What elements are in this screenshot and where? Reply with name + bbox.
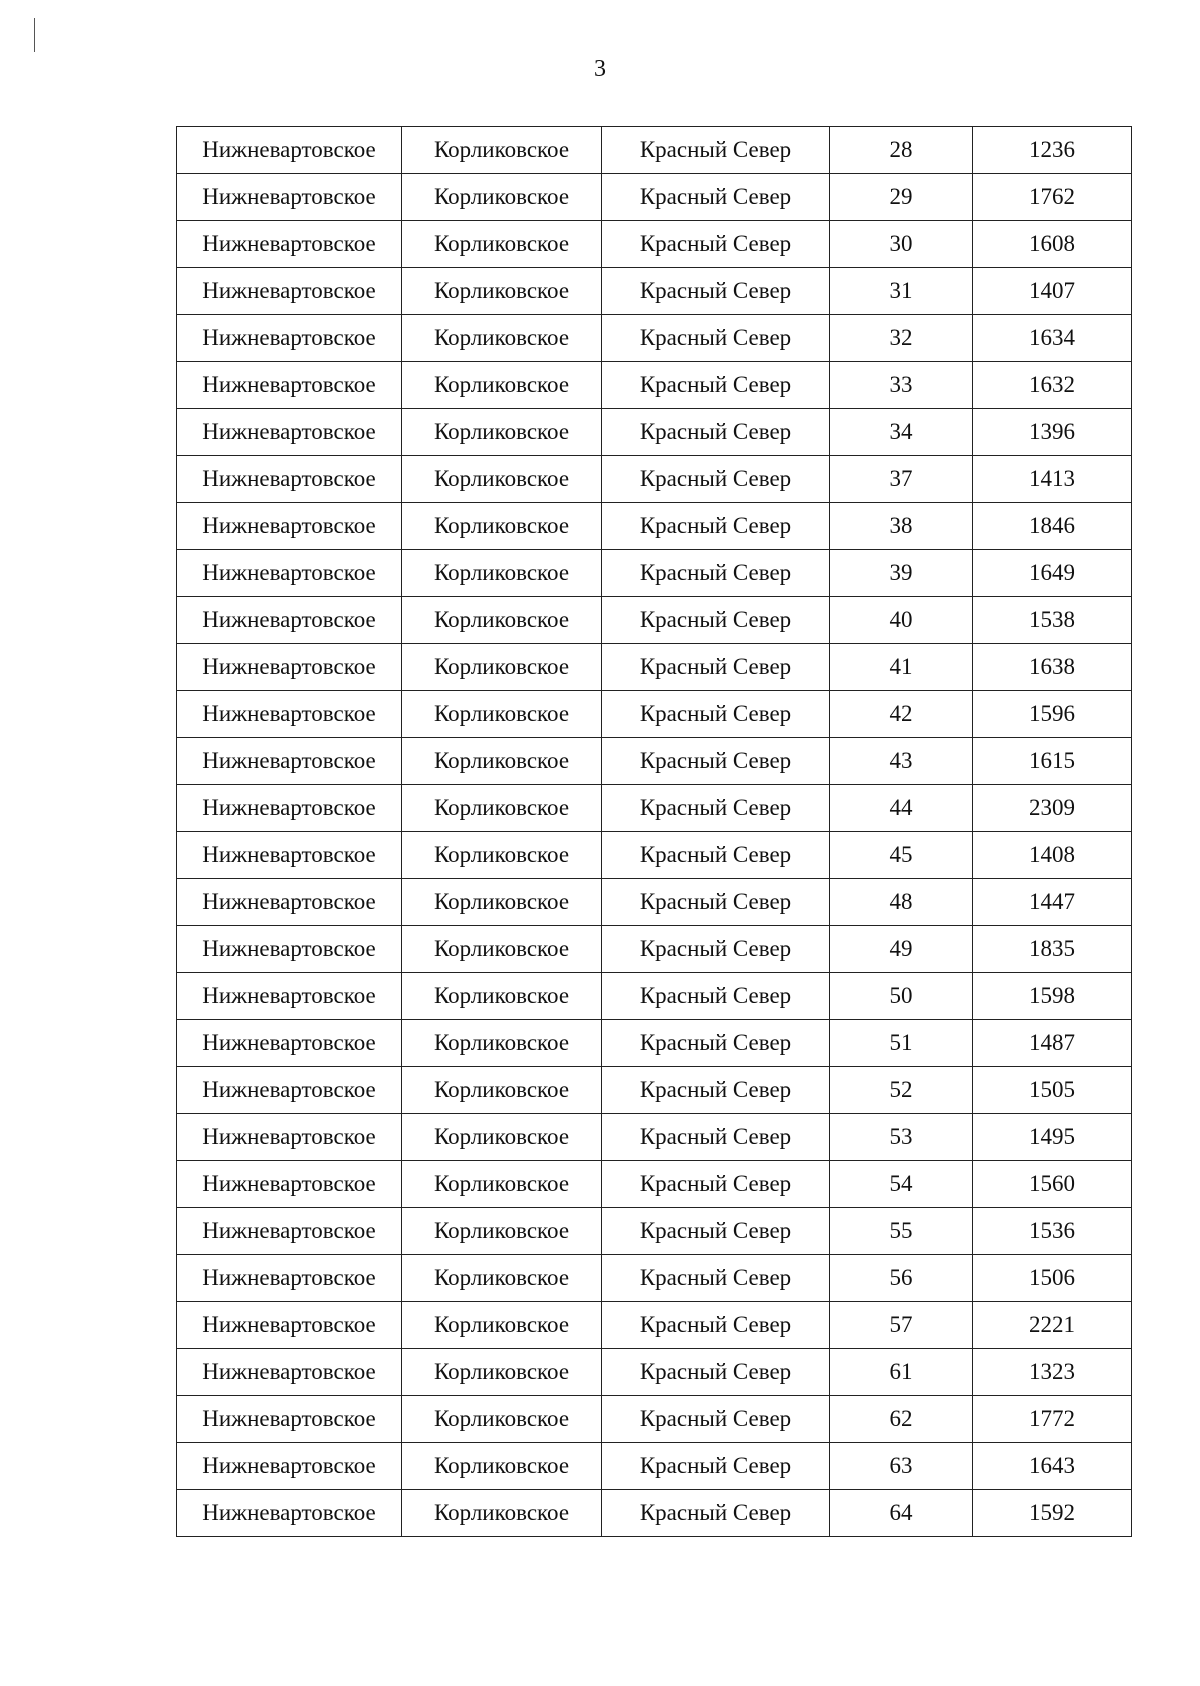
pad-number-cell: 31 (830, 268, 973, 315)
wells-table-body (177, 127, 1132, 1537)
wells-table (176, 126, 1132, 1537)
deposit-cell: Красный Север (602, 127, 830, 174)
well-number-cell: 1538 (973, 597, 1132, 644)
deposit-cell: Красный Север (602, 409, 830, 456)
table-row (177, 550, 1132, 597)
deposit-cell: Красный Север (602, 1208, 830, 1255)
well-number-cell: 1772 (973, 1396, 1132, 1443)
field-cell: Корликовское (402, 691, 602, 738)
district-cell: Нижневартовское (177, 691, 402, 738)
district-cell: Нижневартовское (177, 644, 402, 691)
table-row (177, 1208, 1132, 1255)
deposit-cell: Красный Север (602, 174, 830, 221)
table-row (177, 409, 1132, 456)
field-cell: Корликовское (402, 1349, 602, 1396)
deposit-cell: Красный Север (602, 456, 830, 503)
deposit-cell: Красный Север (602, 1067, 830, 1114)
deposit-cell: Красный Север (602, 879, 830, 926)
table-row (177, 832, 1132, 879)
pad-number-cell: 30 (830, 221, 973, 268)
table-row (177, 879, 1132, 926)
field-cell: Корликовское (402, 597, 602, 644)
field-cell: Корликовское (402, 738, 602, 785)
field-cell: Корликовское (402, 550, 602, 597)
pad-number-cell: 33 (830, 362, 973, 409)
field-cell: Корликовское (402, 503, 602, 550)
well-number-cell: 1560 (973, 1161, 1132, 1208)
pad-number-cell: 50 (830, 973, 973, 1020)
table-row (177, 973, 1132, 1020)
deposit-cell: Красный Север (602, 315, 830, 362)
well-number-cell: 1495 (973, 1114, 1132, 1161)
district-cell: Нижневартовское (177, 315, 402, 362)
pad-number-cell: 57 (830, 1302, 973, 1349)
pad-number-cell: 41 (830, 644, 973, 691)
pad-number-cell: 40 (830, 597, 973, 644)
table-row (177, 1161, 1132, 1208)
pad-number-cell: 54 (830, 1161, 973, 1208)
field-cell: Корликовское (402, 1067, 602, 1114)
well-number-cell: 1638 (973, 644, 1132, 691)
deposit-cell: Красный Север (602, 550, 830, 597)
district-cell: Нижневартовское (177, 456, 402, 503)
well-number-cell: 1447 (973, 879, 1132, 926)
deposit-cell: Красный Север (602, 738, 830, 785)
district-cell: Нижневартовское (177, 1490, 402, 1537)
well-number-cell: 1649 (973, 550, 1132, 597)
deposit-cell: Красный Север (602, 1443, 830, 1490)
table-row (177, 1490, 1132, 1537)
deposit-cell: Красный Север (602, 1490, 830, 1537)
deposit-cell: Красный Север (602, 503, 830, 550)
well-number-cell: 1408 (973, 832, 1132, 879)
well-number-cell: 1413 (973, 456, 1132, 503)
well-number-cell: 1762 (973, 174, 1132, 221)
pad-number-cell: 52 (830, 1067, 973, 1114)
field-cell: Корликовское (402, 1161, 602, 1208)
deposit-cell: Красный Север (602, 1020, 830, 1067)
well-number-cell: 1323 (973, 1349, 1132, 1396)
well-number-cell: 2309 (973, 785, 1132, 832)
table-row (177, 503, 1132, 550)
well-number-cell: 1536 (973, 1208, 1132, 1255)
pad-number-cell: 61 (830, 1349, 973, 1396)
field-cell: Корликовское (402, 1396, 602, 1443)
table-row (177, 127, 1132, 174)
district-cell: Нижневартовское (177, 221, 402, 268)
well-number-cell: 1598 (973, 973, 1132, 1020)
deposit-cell: Красный Север (602, 268, 830, 315)
well-number-cell: 1487 (973, 1020, 1132, 1067)
pad-number-cell: 28 (830, 127, 973, 174)
table-row (177, 315, 1132, 362)
well-number-cell: 1835 (973, 926, 1132, 973)
district-cell: Нижневартовское (177, 1396, 402, 1443)
table-row (177, 1067, 1132, 1114)
deposit-cell: Красный Север (602, 362, 830, 409)
field-cell: Корликовское (402, 832, 602, 879)
table-row (177, 1114, 1132, 1161)
field-cell: Корликовское (402, 1302, 602, 1349)
well-number-cell: 1407 (973, 268, 1132, 315)
table-row (177, 221, 1132, 268)
district-cell: Нижневартовское (177, 1067, 402, 1114)
field-cell: Корликовское (402, 268, 602, 315)
pad-number-cell: 64 (830, 1490, 973, 1537)
field-cell: Корликовское (402, 1443, 602, 1490)
table-row (177, 456, 1132, 503)
district-cell: Нижневартовское (177, 926, 402, 973)
table-row (177, 1349, 1132, 1396)
deposit-cell: Красный Север (602, 1396, 830, 1443)
district-cell: Нижневартовское (177, 1208, 402, 1255)
district-cell: Нижневартовское (177, 409, 402, 456)
table-row (177, 362, 1132, 409)
well-number-cell: 1632 (973, 362, 1132, 409)
pad-number-cell: 55 (830, 1208, 973, 1255)
pad-number-cell: 32 (830, 315, 973, 362)
deposit-cell: Красный Север (602, 926, 830, 973)
field-cell: Корликовское (402, 409, 602, 456)
pad-number-cell: 53 (830, 1114, 973, 1161)
pad-number-cell: 38 (830, 503, 973, 550)
well-number-cell: 1643 (973, 1443, 1132, 1490)
district-cell: Нижневартовское (177, 127, 402, 174)
district-cell: Нижневартовское (177, 1349, 402, 1396)
deposit-cell: Красный Север (602, 1302, 830, 1349)
table-row (177, 597, 1132, 644)
field-cell: Корликовское (402, 456, 602, 503)
field-cell: Корликовское (402, 1490, 602, 1537)
field-cell: Корликовское (402, 221, 602, 268)
field-cell: Корликовское (402, 1020, 602, 1067)
district-cell: Нижневартовское (177, 1302, 402, 1349)
pad-number-cell: 48 (830, 879, 973, 926)
district-cell: Нижневартовское (177, 879, 402, 926)
table-row (177, 644, 1132, 691)
field-cell: Корликовское (402, 1255, 602, 1302)
pad-number-cell: 45 (830, 832, 973, 879)
well-number-cell: 1846 (973, 503, 1132, 550)
district-cell: Нижневартовское (177, 174, 402, 221)
district-cell: Нижневартовское (177, 268, 402, 315)
page-number: 3 (594, 56, 606, 82)
deposit-cell: Красный Север (602, 597, 830, 644)
table-row (177, 1255, 1132, 1302)
well-number-cell: 1505 (973, 1067, 1132, 1114)
pad-number-cell: 51 (830, 1020, 973, 1067)
table-row (177, 1020, 1132, 1067)
deposit-cell: Красный Север (602, 644, 830, 691)
district-cell: Нижневартовское (177, 1161, 402, 1208)
table-row (177, 785, 1132, 832)
table-row (177, 1302, 1132, 1349)
district-cell: Нижневартовское (177, 362, 402, 409)
well-number-cell: 1236 (973, 127, 1132, 174)
district-cell: Нижневартовское (177, 785, 402, 832)
field-cell: Корликовское (402, 785, 602, 832)
pad-number-cell: 37 (830, 456, 973, 503)
field-cell: Корликовское (402, 1114, 602, 1161)
district-cell: Нижневартовское (177, 597, 402, 644)
table-row (177, 268, 1132, 315)
field-cell: Корликовское (402, 315, 602, 362)
well-number-cell: 1596 (973, 691, 1132, 738)
field-cell: Корликовское (402, 644, 602, 691)
district-cell: Нижневартовское (177, 1255, 402, 1302)
pad-number-cell: 44 (830, 785, 973, 832)
table-row (177, 738, 1132, 785)
pad-number-cell: 34 (830, 409, 973, 456)
table-row (177, 926, 1132, 973)
pad-number-cell: 49 (830, 926, 973, 973)
well-number-cell: 1634 (973, 315, 1132, 362)
deposit-cell: Красный Север (602, 832, 830, 879)
pad-number-cell: 56 (830, 1255, 973, 1302)
district-cell: Нижневартовское (177, 738, 402, 785)
deposit-cell: Красный Север (602, 221, 830, 268)
field-cell: Корликовское (402, 1208, 602, 1255)
district-cell: Нижневартовское (177, 1020, 402, 1067)
deposit-cell: Красный Север (602, 1114, 830, 1161)
deposit-cell: Красный Север (602, 973, 830, 1020)
deposit-cell: Красный Север (602, 785, 830, 832)
deposit-cell: Красный Север (602, 1255, 830, 1302)
deposit-cell: Красный Север (602, 1349, 830, 1396)
district-cell: Нижневартовское (177, 973, 402, 1020)
field-cell: Корликовское (402, 926, 602, 973)
district-cell: Нижневартовское (177, 550, 402, 597)
field-cell: Корликовское (402, 973, 602, 1020)
deposit-cell: Красный Север (602, 1161, 830, 1208)
district-cell: Нижневартовское (177, 832, 402, 879)
well-number-cell: 2221 (973, 1302, 1132, 1349)
pad-number-cell: 42 (830, 691, 973, 738)
table-row (177, 174, 1132, 221)
field-cell: Корликовское (402, 174, 602, 221)
well-number-cell: 1615 (973, 738, 1132, 785)
field-cell: Корликовское (402, 362, 602, 409)
deposit-cell: Красный Север (602, 691, 830, 738)
pad-number-cell: 43 (830, 738, 973, 785)
scan-edge-mark (34, 18, 35, 52)
well-number-cell: 1506 (973, 1255, 1132, 1302)
well-number-cell: 1592 (973, 1490, 1132, 1537)
table-row (177, 691, 1132, 738)
pad-number-cell: 39 (830, 550, 973, 597)
table-row (177, 1396, 1132, 1443)
district-cell: Нижневартовское (177, 1443, 402, 1490)
field-cell: Корликовское (402, 127, 602, 174)
district-cell: Нижневартовское (177, 503, 402, 550)
field-cell: Корликовское (402, 879, 602, 926)
pad-number-cell: 63 (830, 1443, 973, 1490)
table-row (177, 1443, 1132, 1490)
pad-number-cell: 29 (830, 174, 973, 221)
well-number-cell: 1396 (973, 409, 1132, 456)
pad-number-cell: 62 (830, 1396, 973, 1443)
well-number-cell: 1608 (973, 221, 1132, 268)
district-cell: Нижневартовское (177, 1114, 402, 1161)
